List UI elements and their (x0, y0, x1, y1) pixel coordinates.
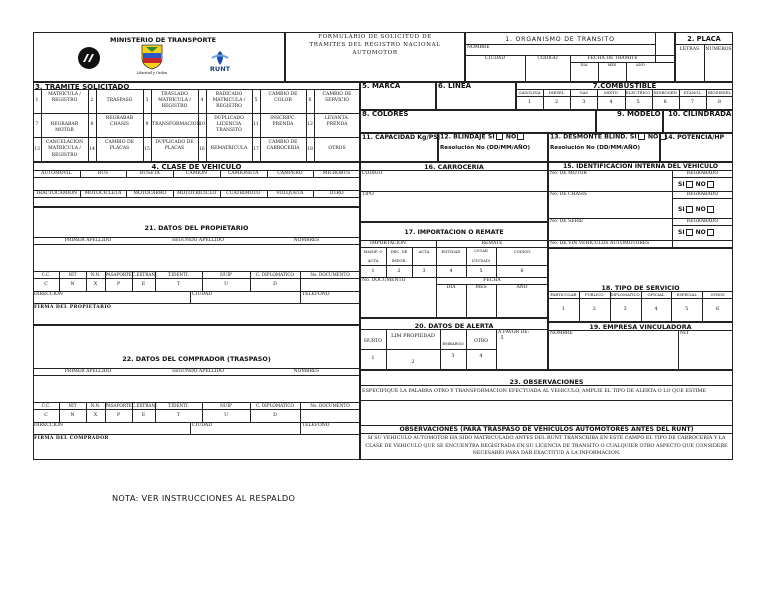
propietario-doc-type: No. DOCUMENTO (310, 272, 350, 277)
tramite-label: DUPLICADO LICENCIA TRANSITO (214, 115, 244, 134)
servicio-label: DIPLOMATICO (610, 292, 640, 297)
regrabado-si: SI (678, 206, 685, 213)
servicio-label: PARTICULAR (550, 292, 577, 297)
propietario-doc-code: T (176, 282, 181, 287)
clase-checkbox-campero[interactable] (267, 177, 314, 190)
regrabado-no: NO (695, 206, 706, 213)
comprador-ciudad: CIUDAD (192, 423, 212, 428)
fecha-ano: AÑO (636, 63, 645, 67)
comprador-name-field[interactable] (33, 376, 360, 402)
tramite-label: RADICADO MATRICULA / REGISTRO (212, 91, 246, 110)
tramite-label: REGRABAR MOTOR (50, 121, 79, 133)
clase-checkbox-bus[interactable] (80, 177, 127, 190)
placa-numeros: NUMEROS (705, 47, 732, 52)
tramite-number: 5 (254, 98, 258, 103)
clase-option-mototriciclo: MOTOTRICICLO (176, 191, 217, 196)
propietario-doc-type: NUIP (220, 272, 232, 277)
identificacion-title: 15. IDENTIFICACION INTERNA DEL VEHICULO (562, 163, 719, 170)
org-ciudad-label: CIUDAD (485, 56, 505, 61)
tramite-number: 6 (308, 98, 312, 103)
comprador-doc-type: C. DIPLOMATICO (256, 403, 294, 408)
form-title: FORMULARIO DE SOLICITUD DE TRAMITES DEL REGISTRO NACIONAL AUTOMOTOR (309, 34, 441, 56)
carroceria-tipo: TIPO (362, 192, 374, 197)
propietario-ciudad: CIUDAD (192, 292, 212, 297)
tramite-number: 10 (199, 122, 205, 127)
remate-label: REMATE (481, 241, 503, 246)
combustible-label: ELECTRICO (625, 90, 651, 95)
rule-line (672, 198, 733, 199)
combustible-label: BIODIESEL (707, 90, 732, 95)
org-title: 1. ORGANISMO DE TRANSITO (505, 36, 615, 43)
importacion-col-acta1: ACTA (367, 258, 379, 263)
clase-checkbox-camioneta[interactable] (220, 177, 267, 190)
regrabado-no-checkbox[interactable] (707, 181, 714, 188)
combustible-number: 8 (717, 99, 722, 105)
regrabado-si-checkbox[interactable] (686, 206, 693, 213)
comprador-title: 22. DATOS DEL COMPRADOR (TRASPASO) (122, 355, 271, 363)
org-codigo-label: CODIGO (537, 56, 558, 61)
importacion-number: 2 (397, 269, 401, 274)
modelo-title: 9. MODELO (617, 110, 661, 118)
carroceria-codigo: CODIGO (362, 171, 383, 176)
clase-checkbox-automovil[interactable] (33, 177, 80, 190)
tramite-number: 16 (199, 146, 205, 152)
tramite-number: 18 (307, 146, 313, 152)
alerta-embargo: EMBARGO (442, 341, 464, 346)
clase-option-buseta: BUSETA (139, 171, 160, 176)
capacidad-title: 11. CAPACIDAD Kg/PSJ (362, 134, 441, 141)
regrabado-si: SI (678, 181, 685, 188)
importacion-col-impor: IMPOR. (391, 258, 407, 263)
comprador-address-field[interactable] (33, 423, 360, 434)
combustible-label: HIDROGEN (653, 90, 677, 95)
combustible-number: 2 (555, 99, 559, 105)
alerta-otro: OTRO (473, 339, 489, 344)
comprador-primer-apellido: PRIMER APELLIDO (64, 369, 112, 374)
tramite-number: 12 (307, 122, 313, 127)
placa-title: 2. PLACA (687, 35, 721, 43)
comprador-doc-number-field[interactable] (300, 409, 360, 422)
remate-col-ciudad: (CIUDAD) (471, 259, 491, 263)
comprador-doc-code: X (93, 413, 98, 418)
importacion-number: 6 (520, 269, 524, 274)
clase-option-motocarro: MOTOCARRO (133, 191, 167, 196)
regrabado-label: REGRABADO (686, 192, 719, 197)
clase-option-microbus: MICROBUS (322, 171, 351, 176)
combustible-label: GASOLINA (518, 90, 541, 95)
rule-line (33, 278, 360, 279)
tramite-number: 11 (253, 122, 259, 127)
propietario-doc-type: C.C. (41, 272, 51, 277)
servicio-number: 2 (592, 306, 596, 312)
combustible-number: 5 (636, 99, 640, 105)
comprador-signature-field[interactable] (33, 435, 360, 447)
remate-col-codigo: CODIGO (513, 249, 531, 254)
observaciones-title: 23. OBSERVACIONES (509, 378, 584, 386)
combustible-number: 7 (690, 99, 694, 105)
servicio-label: OFICIAL (647, 292, 665, 297)
clase-option-bus: BUS (97, 171, 109, 176)
combustible-label: DIESEL (548, 90, 565, 95)
clase-checkbox-motocicleta[interactable] (80, 197, 127, 207)
tramite-number: 17 (253, 146, 259, 152)
propietario-direccion: DIRECCION (34, 292, 63, 297)
blindaje-no-checkbox[interactable] (517, 133, 524, 140)
importacion-dia: DIA (446, 285, 456, 290)
comprador-doc-code: D (273, 413, 277, 418)
tramite-label: CAMBIO DE SERVICIO (322, 91, 352, 103)
clase-checkbox-mototriciclo[interactable] (173, 197, 220, 207)
tramite-number: 1 (35, 98, 39, 103)
tramite-number: 9 (145, 122, 149, 127)
tramite-number: 14 (89, 146, 95, 152)
rule-line (672, 177, 733, 178)
runt-wordmark: RUNT (209, 65, 231, 73)
mt-logo (78, 47, 100, 69)
clase-checkbox-camion[interactable] (173, 177, 220, 190)
remate-col-entidad: ENTIDAD (441, 249, 461, 254)
servicio-number: 3 (623, 306, 627, 312)
propietario-address-field[interactable] (33, 292, 360, 303)
comprador-segundo-apellido: SEGUNDO APELLIDO (171, 369, 225, 374)
clase-checkbox-volqueta[interactable] (267, 197, 314, 207)
fecha-mes: MES (607, 63, 617, 67)
comprador-firma: FIRMA DEL COMPRADOR (34, 436, 109, 441)
tramite-number: 8 (90, 122, 94, 127)
combustible-number: 3 (582, 99, 586, 105)
combustible-label: MIXTO (603, 90, 618, 95)
clase-option-cuatrimoto: CUATRIMOTO (226, 191, 261, 196)
comprador-doc-type: PASAPORTE (105, 403, 132, 408)
propietario-telefono: TELEFONO (302, 292, 330, 297)
comprador-doc-code: U (224, 413, 228, 418)
comprador-doc-code: C (44, 413, 48, 418)
comprador-doc-code: E (141, 413, 146, 418)
observaciones-field[interactable] (361, 401, 732, 424)
clase-option-automovil: AUTOMOVIL (41, 171, 72, 176)
motor-label: No. DE MOTOR (550, 171, 587, 176)
tramite-label: TRANSFORMACION (152, 121, 201, 127)
propietario-firma: FIRMA DEL PROPIETARIO (34, 305, 112, 310)
tramite-label: TRASPASO (106, 97, 133, 103)
comprador-doc-type: No. DOCUMENTO (310, 403, 350, 408)
tramite-number: 2 (90, 98, 94, 103)
importacion-no-documento: No. DOCUMENTO (362, 278, 406, 283)
blindaje-title: 12. BLINDAJE (440, 133, 486, 141)
blindaje-no: NO (505, 133, 517, 141)
comprador-doc-type: T.IDENTI. (167, 403, 190, 408)
desmonte-si: SI (629, 133, 637, 141)
desmonte-si-checkbox[interactable] (638, 133, 645, 140)
vin-label: No. DE VIN VEHICULOS AUTOMOTORES (550, 241, 650, 246)
observaciones-traspaso-title: OBSERVACIONES (PARA TRASPASO DE VEHICULOS AUTOMOTORES ANTES DEL RUNT) (399, 426, 694, 433)
clase-checkbox-tractocamion[interactable] (33, 197, 80, 207)
tramite-number: 4 (200, 98, 204, 103)
propietario-doc-type: NIT (68, 272, 77, 277)
tramite-label: CAMBIO DE CARROCERIA (266, 140, 300, 152)
alerta-number: 1 (371, 355, 375, 361)
blindaje-resol: Resolución No (DD/MM/AÑO) (440, 145, 531, 151)
propietario-primer-apellido: PRIMER APELLIDO (64, 238, 112, 243)
regrabado-si-checkbox[interactable] (686, 181, 693, 188)
combustible-label: GAS (579, 90, 589, 95)
alerta-number: 4 (479, 353, 483, 359)
regrabado-no: NO (695, 181, 706, 188)
tramite-label: CAMBIO DE COLOR (268, 91, 298, 103)
tramite-number: 15 (144, 146, 150, 152)
tramite-label: MATRICULA / REGISTRO (48, 91, 81, 103)
regrabado-si-no-row (678, 229, 715, 236)
clase-option-camion: CAMION (185, 171, 208, 176)
alerta-a-favor: A FAVOR DE: (498, 330, 530, 335)
combustible-number: 6 (663, 99, 667, 105)
tramite-label: REMATRICULA (210, 146, 248, 151)
clase-checkbox-microbus[interactable] (313, 177, 360, 190)
clase-option-otro: OTRO (329, 191, 344, 196)
importacion-fecha: FECHA (483, 278, 501, 283)
propietario-doc-code: X (93, 282, 98, 287)
propietario-doc-type: N.N. (90, 272, 101, 277)
regrabado-label: REGRABADO (686, 219, 719, 224)
tramite-label: REGRABAR CHASIS (105, 115, 134, 127)
clase-checkbox-motocarro[interactable] (126, 197, 173, 207)
comprador-doc-code: N (70, 413, 75, 418)
comprador-doc-type: NIT (68, 403, 77, 408)
alerta-number: 5 (500, 335, 504, 341)
desmonte-resol: Resolución No (DD/MM/AÑO) (550, 145, 641, 151)
importacion-title: 17. IMPORTACION O REMATE (404, 229, 504, 236)
fecha-dia: DIA (580, 63, 588, 67)
colores-title: 8. COLORES (362, 110, 409, 118)
clase-checkbox-buseta[interactable] (126, 177, 173, 190)
servicio-number: 4 (654, 306, 658, 312)
tramite-label: CAMBIO DE PLACAS (105, 140, 134, 152)
nota-instrucciones: NOTA: VER INSTRUCCIONES AL RESPALDO (112, 493, 296, 503)
servicio-label: ESPECIAL (676, 292, 697, 297)
propietario-doc-code: U (224, 282, 228, 287)
importacion-col-manif: MANIF. O (363, 249, 383, 254)
importacion-ano: AÑO (516, 285, 528, 290)
placa-letras: LETRAS (679, 47, 700, 52)
regrabado-si-no-row (678, 206, 715, 213)
combustible-number: 1 (527, 99, 532, 105)
rule-line (33, 409, 360, 410)
regrabado-no: NO (695, 229, 706, 236)
tramite-label: DUPLICADO DE PLACAS (155, 140, 194, 152)
propietario-segundo-apellido: SEGUNDO APELLIDO (171, 238, 225, 243)
tramite-number: 7 (35, 122, 39, 127)
combustible-label: ETANOL (683, 90, 701, 95)
propietario-doc-type: C. DIPLOMATICO (256, 272, 294, 277)
clase-option-volqueta: VOLQUETA (276, 191, 304, 196)
propietario-signature-field[interactable] (33, 304, 360, 316)
tramite-label: LEVANTA. PRENDA (324, 115, 350, 127)
alerta-number: 3 (451, 353, 455, 359)
combustible-title: 7.COMBUSTIBLE (592, 82, 657, 90)
comprador-doc-type: NUIP (220, 403, 232, 408)
clase-option-campero: CAMPERO (277, 171, 303, 176)
potencia-title: 14. POTENCIA/HP (664, 134, 725, 141)
servicio-label: PUBLICO (584, 292, 604, 297)
org-nombre-label: NOMBRE (467, 45, 490, 50)
serie-label: No. DE SERIE (550, 219, 584, 224)
propietario-doc-type: C.EXTRANJ. (132, 272, 158, 277)
alerta-number: 2 (411, 359, 415, 365)
alerta-title: 20. DATOS DE ALERTA (414, 322, 494, 330)
tramite-label: INSCRIPC. PRENDA (270, 115, 296, 127)
regrabado-no-checkbox[interactable] (707, 206, 714, 213)
remate-col-lugar: LUGAR (474, 249, 488, 253)
comprador-nombres: NOMBRES (293, 369, 320, 374)
propietario-doc-code: N (70, 282, 75, 287)
propietario-doc-number-field[interactable] (300, 278, 360, 291)
propietario-nombres: NOMBRES (293, 238, 320, 243)
carroceria-title: 16. CARROCERIA (424, 163, 484, 171)
regrabado-label: REGRABADO (686, 171, 719, 176)
importacion-col-acta: ACTA (418, 249, 430, 254)
blindaje-si-checkbox[interactable] (496, 133, 503, 140)
coat-of-arms-emblem (140, 44, 164, 70)
empresa-nit: NIT (680, 331, 689, 336)
clase-checkbox-cuatrimoto[interactable] (220, 197, 267, 207)
servicio-number: 5 (685, 306, 689, 312)
ministry-title: MINISTERIO DE TRANSPORTE (110, 36, 217, 44)
tramite-number: 13 (34, 146, 40, 152)
runt-logo (206, 50, 234, 74)
clase-option-motocicleta: MOTOCICLETA (84, 191, 122, 196)
linea-title: 6. LINEA (438, 82, 472, 90)
alerta-hurto: HURTO (363, 339, 383, 344)
propietario-doc-type: T.IDENTI. (167, 272, 190, 277)
regrabado-no-checkbox[interactable] (707, 229, 714, 236)
tramite-title: 3. TRAMITE SOLICITADO (35, 83, 130, 91)
fecha-tramite-label: FECHA DE TRAMITE (587, 56, 638, 61)
importacion-number: 4 (449, 269, 453, 274)
comprador-telefono: TELEFONO (302, 423, 330, 428)
importacion-number: 5 (479, 269, 483, 274)
chasis-label: No. DE CHASIS (550, 192, 588, 197)
clase-option-tractocamion: TRACTOCAMION (35, 191, 78, 196)
observaciones-traspaso-text: SI SU VEHICULO AUTOMOTOR HA SIDO MATRICULADO ANTES DEL RUNT TRANSCRIBA EN ESTE CAMPO EL TIPO DE CARROCERIA Y LA CLASE DE VEHICULO QUE SE ENCUENTRA REGISTRADA EN SU LICENCIA DE TRANSITO O CUALQUIER OTRO ASPECTO QUE CONSIDERE NECESARIO PARA DAR EXACTITUD A LA INFORMACION. (365, 435, 728, 456)
empresa-nombre: NOMBRE (550, 331, 573, 336)
importacion-col-dec: DEC. DE (390, 249, 408, 254)
desmonte-row (550, 133, 667, 141)
alerta-lim-propiedad: LIM PROPIEDAD (391, 333, 435, 339)
empresa-title: 19. EMPRESA VINCULADORA (589, 323, 692, 331)
rule-line (672, 225, 733, 226)
propietario-doc-code: P (116, 282, 121, 287)
regrabado-si: SI (678, 229, 685, 236)
servicio-label: OTROS (710, 292, 725, 297)
desmonte-title: 13. DESMONTE BLIND. (550, 133, 628, 141)
combustible-number: 4 (609, 99, 613, 105)
clase-option-camioneta: CAMIONETA (227, 171, 259, 176)
clase-checkbox-otro[interactable] (313, 197, 360, 207)
comprador-doc-code: P (116, 413, 121, 418)
servicio-number: 1 (561, 306, 565, 312)
desmonte-no: NO (647, 133, 659, 141)
blindaje-si: SI (487, 133, 495, 141)
importacion-label: IMPORTACION (370, 241, 406, 246)
comprador-doc-code: T (176, 413, 181, 418)
importacion-mes: MES (475, 285, 487, 290)
regrabado-si-no-row (678, 181, 715, 188)
importacion-number: 3 (422, 269, 426, 274)
regrabado-si-checkbox[interactable] (686, 229, 693, 236)
propietario-doc-code: E (141, 282, 146, 287)
marca-title: 5. MARCA (362, 82, 401, 90)
clase-title: 4. CLASE DE VEHICULO (151, 163, 242, 171)
servicio-number: 6 (715, 306, 720, 312)
propietario-name-field[interactable] (33, 245, 360, 271)
blindaje-row (440, 133, 525, 141)
comprador-doc-type: C.C. (41, 403, 51, 408)
tramite-label: CANCELACION MATRICULA / REGISTRO (45, 140, 84, 158)
importacion-number: 1 (371, 269, 375, 274)
comprador-direccion: DIRECCION (34, 423, 63, 428)
propietario-doc-code: D (273, 282, 277, 287)
propietario-title: 21. DATOS DEL PROPIETARIO (144, 224, 249, 232)
propietario-doc-type: PASAPORTE (105, 272, 132, 277)
comprador-doc-type: N.N. (90, 403, 101, 408)
cilindrada-title: 10. CILINDRADA (668, 110, 732, 118)
coat-caption: Libertad y Orden (136, 71, 168, 75)
observaciones-text: ESPECIFIQUE LA PALABRA OTRO Y TRANSFORMACION EFECTUADA AL VEHICULO, AMPLIE EL TIPO DE ALERTA O LO QUE ESTIME (362, 388, 707, 394)
tramite-number: 3 (145, 98, 149, 103)
tramite-label: TRASLADO MATRICULA / REGISTRO (158, 91, 191, 110)
propietario-doc-code: C (44, 282, 48, 287)
comprador-doc-type: C.EXTRANJ. (132, 403, 158, 408)
tramite-label: OTROS (328, 146, 346, 151)
tipo-servicio-title: 18. TIPO DE SERVICIO (601, 284, 680, 292)
